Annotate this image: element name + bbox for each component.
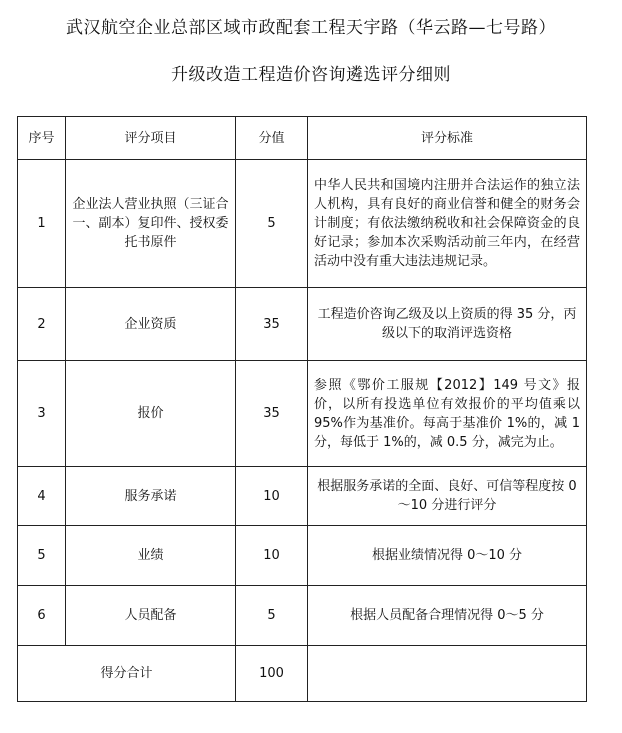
- table-row: [18, 160, 587, 288]
- row-item: 企业资质: [66, 288, 236, 361]
- row-item: 人员配备: [66, 586, 236, 646]
- table-row: [18, 586, 587, 646]
- row-standard: 根据人员配备合理情况得 0～5 分: [308, 586, 587, 646]
- row-item: 业绩: [66, 526, 236, 586]
- header-no: 序号: [18, 117, 66, 160]
- row-no: 3: [18, 361, 66, 467]
- row-standard: 根据服务承诺的全面、良好、可信等程度按 0～10 分进行评分: [308, 467, 587, 526]
- table-row: [18, 467, 587, 526]
- header-standard: 评分标准: [308, 117, 587, 160]
- row-score: 5: [236, 586, 308, 646]
- header-score: 分值: [236, 117, 308, 160]
- document-title-line-2: 升级改造工程造价咨询遴选评分细则: [171, 65, 451, 85]
- table-header-row: [18, 117, 587, 160]
- row-item: 报价: [66, 361, 236, 467]
- row-no: 5: [18, 526, 66, 586]
- row-no: 6: [18, 586, 66, 646]
- row-score: 35: [236, 288, 308, 361]
- table-row: [18, 288, 587, 361]
- row-standard: 中华人民共和国境内注册并合法运作的独立法人机构，具有良好的商业信誉和健全的财务会计制度；有依法缴纳税收和社会保障资金的良好记录；参加本次采购活动前三年内，在经营活动中没有重大违法违规记录。: [308, 160, 587, 288]
- row-score: 5: [236, 160, 308, 288]
- scoring-table: [17, 116, 587, 702]
- row-item: 服务承诺: [66, 467, 236, 526]
- total-label: 得分合计: [18, 646, 236, 702]
- row-no: 4: [18, 467, 66, 526]
- table-row: [18, 526, 587, 586]
- total-standard: [308, 646, 587, 702]
- row-standard: 工程造价咨询乙级及以上资质的得 35 分，丙级以下的取消评选资格: [308, 288, 587, 361]
- total-score: 100: [236, 646, 308, 702]
- row-standard: 参照《鄂价工服规【2012】149 号文》报价，以所有投选单位有效报价的平均值乘以 95%作为基准价。每高于基准价 1%的，减 1 分，每低于 1%的，减 0.5 分，减完为止。: [308, 361, 587, 467]
- row-standard: 根据业绩情况得 0～10 分: [308, 526, 587, 586]
- row-score: 10: [236, 467, 308, 526]
- row-no: 1: [18, 160, 66, 288]
- document-title-line-1: 武汉航空企业总部区域市政配套工程天宇路（华云路—七号路）: [66, 18, 556, 38]
- header-item: 评分项目: [66, 117, 236, 160]
- row-item: 企业法人营业执照（三证合一、副本）复印件、授权委托书原件: [66, 160, 236, 288]
- table-row: [18, 361, 587, 467]
- row-score: 35: [236, 361, 308, 467]
- total-row: [18, 646, 587, 702]
- row-score: 10: [236, 526, 308, 586]
- row-no: 2: [18, 288, 66, 361]
